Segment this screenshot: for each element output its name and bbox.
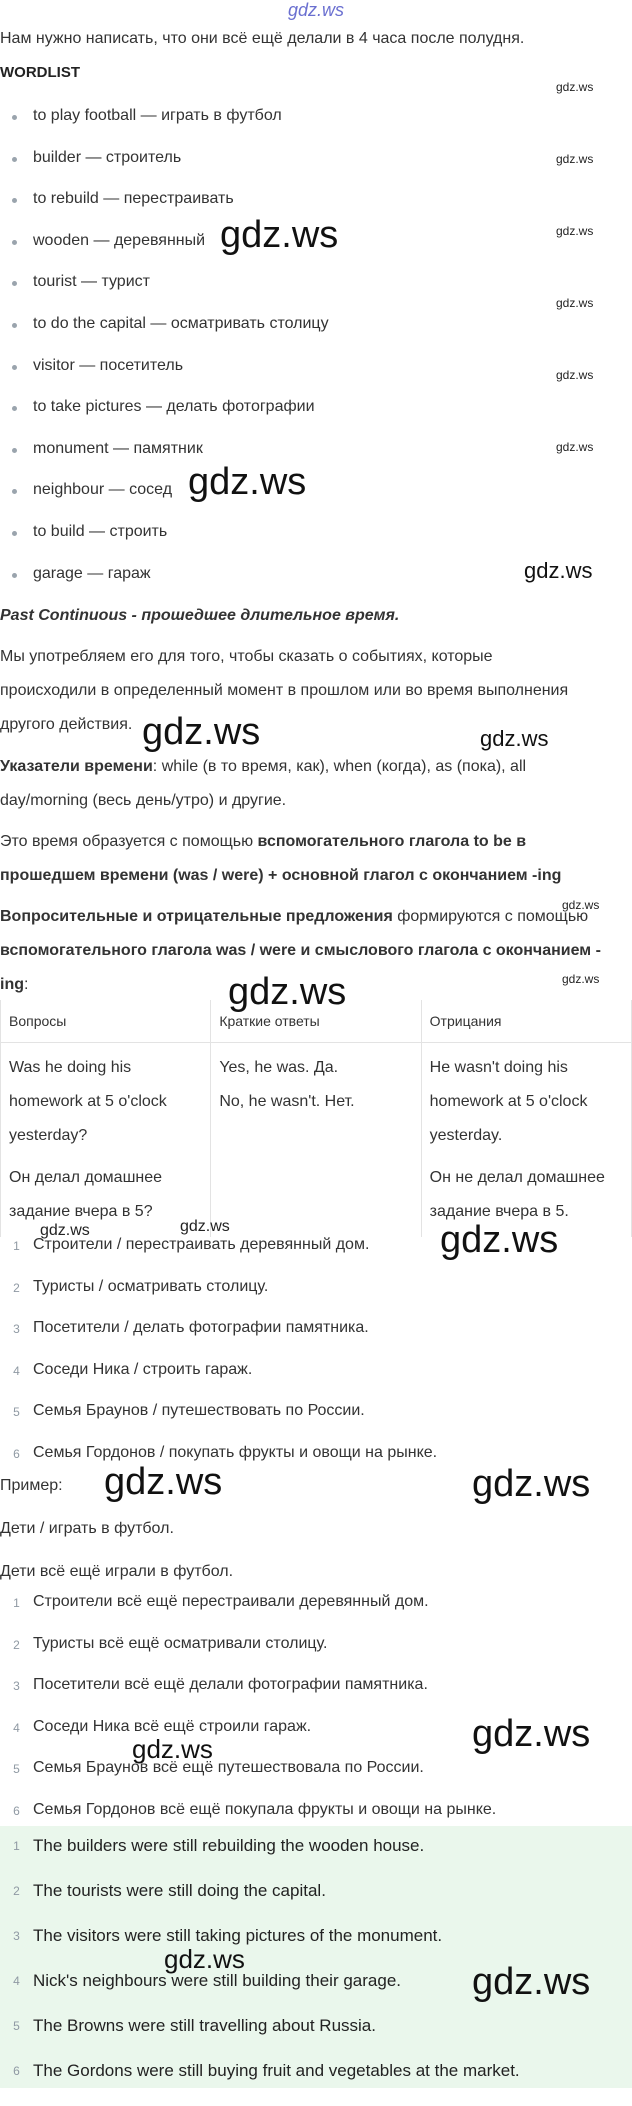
watermark: gdz.ws	[440, 1219, 559, 1261]
questions-line: вспомогательного глагола was / were и смыслового глагола с окончанием -	[0, 942, 601, 959]
questions-line	[0, 900, 632, 934]
list-item	[0, 1361, 632, 1403]
table-row	[1, 1043, 632, 1238]
item-text: The visitors were still taking pictures of the monument.	[33, 1926, 443, 1945]
grammar-title: Past Continuous - прошедшее длительное время.	[0, 607, 400, 624]
item-number: 5	[13, 2019, 20, 2033]
wordlist-item: to do the capital — осматривать столицу	[0, 314, 560, 356]
watermark: gdz.ws	[556, 440, 594, 454]
formed-prefix: Это время образуется с помощью	[0, 833, 258, 850]
formed-line: прошедшем времени (was / were) + основной глагол с окончанием -ing	[0, 867, 562, 884]
item-text: Строители всё ещё перестраивали деревянный дом.	[33, 1593, 429, 1610]
wordlist-item: wooden — деревянный	[0, 231, 560, 273]
watermark: gdz.ws	[556, 368, 594, 382]
watermark: gdz.ws	[524, 558, 593, 583]
list-item	[0, 1881, 632, 1926]
item-number: 5	[13, 1762, 20, 1777]
item-number: 2	[13, 1884, 20, 1898]
item-number: 2	[13, 1280, 20, 1295]
list-item	[0, 1319, 632, 1361]
questions-ing: ing	[0, 976, 24, 993]
watermark: gdz.ws	[562, 972, 600, 986]
wordlist-item: visitor — посетитель	[0, 356, 560, 398]
item-text: The tourists were still doing the capital.	[33, 1881, 326, 1900]
item-number: 5	[13, 1405, 20, 1420]
item-text: Семья Гордонов всё ещё покупала фрукты и овощи на рынке.	[33, 1800, 497, 1818]
item-number: 1	[13, 1239, 20, 1253]
list-item	[0, 1836, 632, 1881]
wordlist	[0, 106, 560, 605]
list-item	[0, 1236, 632, 1278]
questions-bold: Вопросительные и отрицательные предложения	[0, 908, 393, 925]
cell-line: He wasn't doing his	[429, 1059, 568, 1076]
cell-line: Was he doing his	[9, 1059, 132, 1076]
intro-text: Нам нужно написать, что они всё ещё делали в 4 часа после полудня.	[0, 30, 525, 47]
cell-line: homework at 5 o'clock	[429, 1093, 588, 1110]
watermark-top: gdz.ws	[287, 0, 345, 20]
list-item	[0, 2061, 632, 2106]
example-label: Пример:	[0, 1477, 63, 1494]
cell-line: Он делал домашнее	[9, 1169, 163, 1186]
watermark: gdz.ws	[472, 1961, 591, 2003]
item-text: The Browns were still travelling about Russia.	[33, 2016, 376, 2035]
markers-line	[0, 750, 632, 784]
example-answer: Дети всё ещё играли в футбол.	[0, 1563, 234, 1580]
wordlist-item: to take pictures — делать фотографии	[0, 397, 560, 439]
cell-line: yesterday?	[9, 1127, 88, 1144]
markers-label: Указатели времени	[0, 758, 153, 775]
watermark: gdz.ws	[556, 296, 594, 310]
list-item	[0, 1593, 632, 1635]
item-number: 2	[13, 1637, 20, 1652]
watermark: gdz.ws	[164, 1944, 245, 1974]
cell-line: Он не делал домашнее	[429, 1169, 605, 1186]
list-item	[0, 2016, 632, 2061]
watermark: gdz.ws	[480, 726, 549, 751]
item-text: Туристы / осматривать столицу.	[33, 1277, 269, 1295]
cell-line: Yes, he was. Да.	[219, 1059, 339, 1076]
item-text: Соседи Ника всё ещё строили гараж.	[33, 1717, 312, 1735]
item-number: 4	[13, 1720, 20, 1735]
table-header-row	[1, 1000, 632, 1043]
watermark: gdz.ws	[228, 971, 347, 1013]
table-header: Отрицания	[421, 1000, 631, 1043]
item-text: Посетители / делать фотографии памятника.	[33, 1319, 369, 1337]
formed-bold: вспомогательного глагола to be в	[257, 833, 527, 850]
example-prompt: Дети / играть в футбол.	[0, 1520, 174, 1537]
table-header: Вопросы	[1, 1000, 211, 1043]
cell-line: yesterday.	[429, 1127, 503, 1144]
table-cell-answer	[211, 1043, 421, 1238]
questions-colon: :	[24, 976, 29, 993]
list-item	[0, 1635, 632, 1677]
cell-line: No, he wasn't. Нет.	[219, 1093, 355, 1110]
item-number: 4	[13, 1974, 20, 1988]
watermark: gdz.ws	[40, 1222, 90, 1239]
wordlist-item: to build — строить	[0, 522, 560, 564]
item-number: 1	[13, 1596, 20, 1610]
item-text: Семья Браунов всё ещё путешествовала по России.	[33, 1759, 424, 1777]
cell-line: задание вчера в 5?	[9, 1203, 153, 1220]
item-text: Соседи Ника / строить гараж.	[33, 1360, 253, 1378]
watermark: gdz.ws	[220, 214, 339, 256]
item-text: Nick's neighbours were still building their garage.	[33, 1971, 401, 1990]
formed-line	[0, 825, 632, 859]
wordlist-item: builder — строитель	[0, 148, 560, 190]
item-number: 6	[13, 1446, 20, 1461]
table-cell-question	[1, 1043, 211, 1238]
grammar-table	[0, 1000, 632, 1237]
watermark: gdz.ws	[562, 898, 600, 912]
task-list	[0, 1236, 632, 1486]
watermark: gdz.ws	[142, 711, 261, 753]
wordlist-item: monument — памятник	[0, 439, 560, 481]
watermark: gdz.ws	[180, 1218, 230, 1235]
item-text: The builders were still rebuilding the wooden house.	[33, 1836, 425, 1855]
watermark: gdz.ws	[556, 224, 594, 238]
item-text: Строители / перестраивать деревянный дом.	[33, 1236, 370, 1253]
cell-line: задание вчера в 5.	[429, 1203, 569, 1220]
item-number: 1	[13, 1839, 20, 1853]
watermark: gdz.ws	[132, 1734, 213, 1764]
wordlist-item: tourist — турист	[0, 272, 560, 314]
usage-line: другого действия.	[0, 716, 133, 733]
usage-line: Мы употребляем его для того, чтобы сказать о событиях, которые	[0, 648, 493, 665]
item-number: 3	[13, 1679, 20, 1694]
list-item	[0, 1759, 632, 1801]
table-header: Краткие ответы	[211, 1000, 421, 1043]
item-number: 3	[13, 1322, 20, 1337]
wordlist-item: garage — гараж	[0, 564, 560, 606]
item-number: 3	[13, 1929, 20, 1943]
watermark: gdz.ws	[472, 1463, 591, 1505]
item-number: 4	[13, 1363, 20, 1378]
questions-rest: формируются с помощью	[392, 908, 589, 925]
item-number: 6	[13, 2064, 20, 2078]
item-text: Посетители всё ещё делали фотографии памятника.	[33, 1676, 428, 1694]
markers-line: day/morning (весь день/утро) и другие.	[0, 792, 287, 809]
watermark: gdz.ws	[188, 461, 307, 503]
wordlist-item: to play football — играть в футбол	[0, 106, 560, 148]
watermark: gdz.ws	[556, 80, 594, 94]
item-text: Семья Браунов / путешествовать по России.	[33, 1402, 365, 1420]
markers-text: : while (в то время, как), when (когда), as (пока), all	[152, 758, 527, 775]
item-text: The Gordons were still buying fruit and vegetables at the market.	[33, 2061, 520, 2080]
watermark: gdz.ws	[472, 1713, 591, 1755]
item-text: Семья Гордонов / покупать фрукты и овощи на рынке.	[33, 1443, 438, 1461]
list-item	[0, 1402, 632, 1444]
wordlist-title: WORDLIST	[0, 64, 80, 81]
wordlist-item: neighbour — сосед	[0, 480, 560, 522]
item-text: Туристы всё ещё осматривали столицу.	[33, 1634, 328, 1652]
table-cell-negation	[421, 1043, 631, 1238]
list-item	[0, 1278, 632, 1320]
cell-line: homework at 5 o'clock	[9, 1093, 167, 1110]
watermark: gdz.ws	[556, 152, 594, 166]
watermark: gdz.ws	[104, 1461, 223, 1503]
item-number: 6	[13, 1803, 20, 1818]
usage-line: происходили в определенный момент в прошлом или во время выполнения	[0, 682, 569, 699]
wordlist-item: to rebuild — перестраивать	[0, 189, 560, 231]
